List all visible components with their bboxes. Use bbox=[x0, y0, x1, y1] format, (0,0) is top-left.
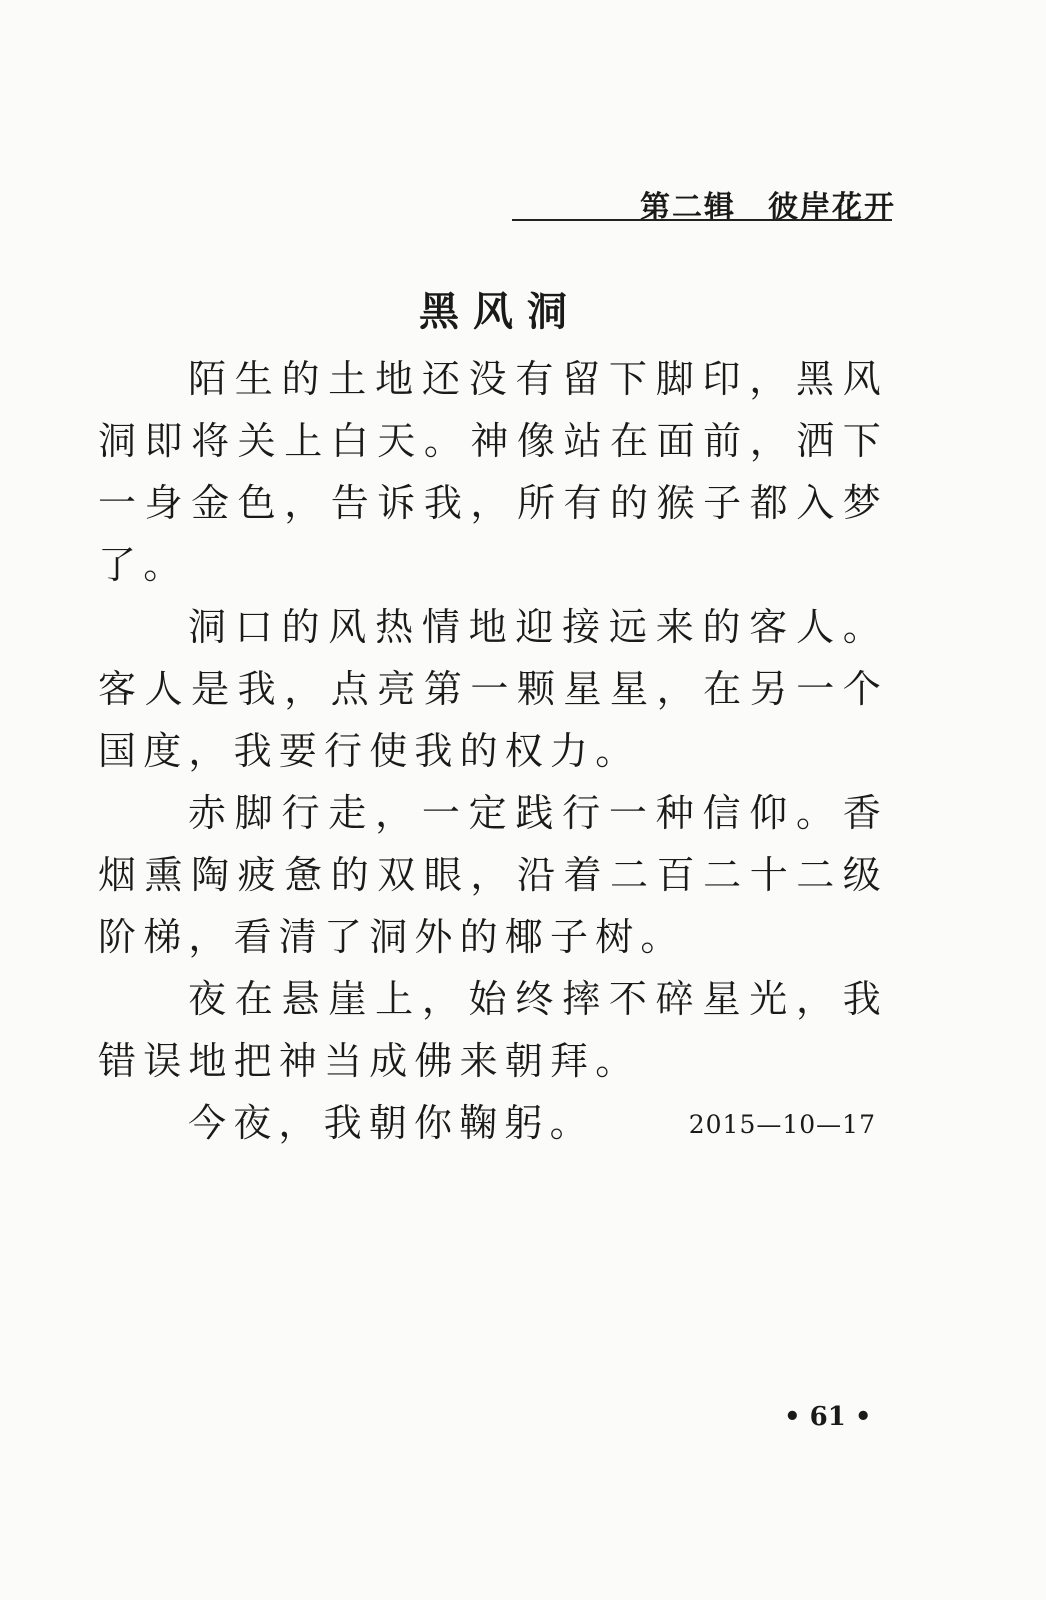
paragraph: 赤脚行走，一定践行一种信仰。香烟熏陶疲惫的双眼，沿着二百二十二级阶梯，看清了洞外的椰子树。 bbox=[98, 791, 888, 959]
header-rule bbox=[512, 219, 892, 221]
paragraph: 今夜，我朝你鞠躬。 bbox=[188, 1101, 595, 1145]
date: 2015—10—17 bbox=[688, 1110, 876, 1139]
page-number: • 61 • bbox=[784, 1402, 872, 1432]
paragraph: 夜在悬崖上，始终摔不碎星光，我错误地把神当成佛来朝拜。 bbox=[98, 977, 888, 1083]
paragraph: 陌生的土地还没有留下脚印，黑风洞即将关上白天。神像站在面前，洒下一身金色，告诉我，所有的猴子都入梦了。 bbox=[98, 357, 888, 587]
page-title: 黑风洞 bbox=[419, 288, 581, 335]
paragraph: 洞口的风热情地迎接远来的客人。客人是我，点亮第一颗星星，在另一个国度，我要行使我的权力。 bbox=[98, 605, 888, 773]
section-header: 第二辑 彼岸花开 bbox=[640, 190, 896, 225]
body-text bbox=[98, 348, 888, 1154]
